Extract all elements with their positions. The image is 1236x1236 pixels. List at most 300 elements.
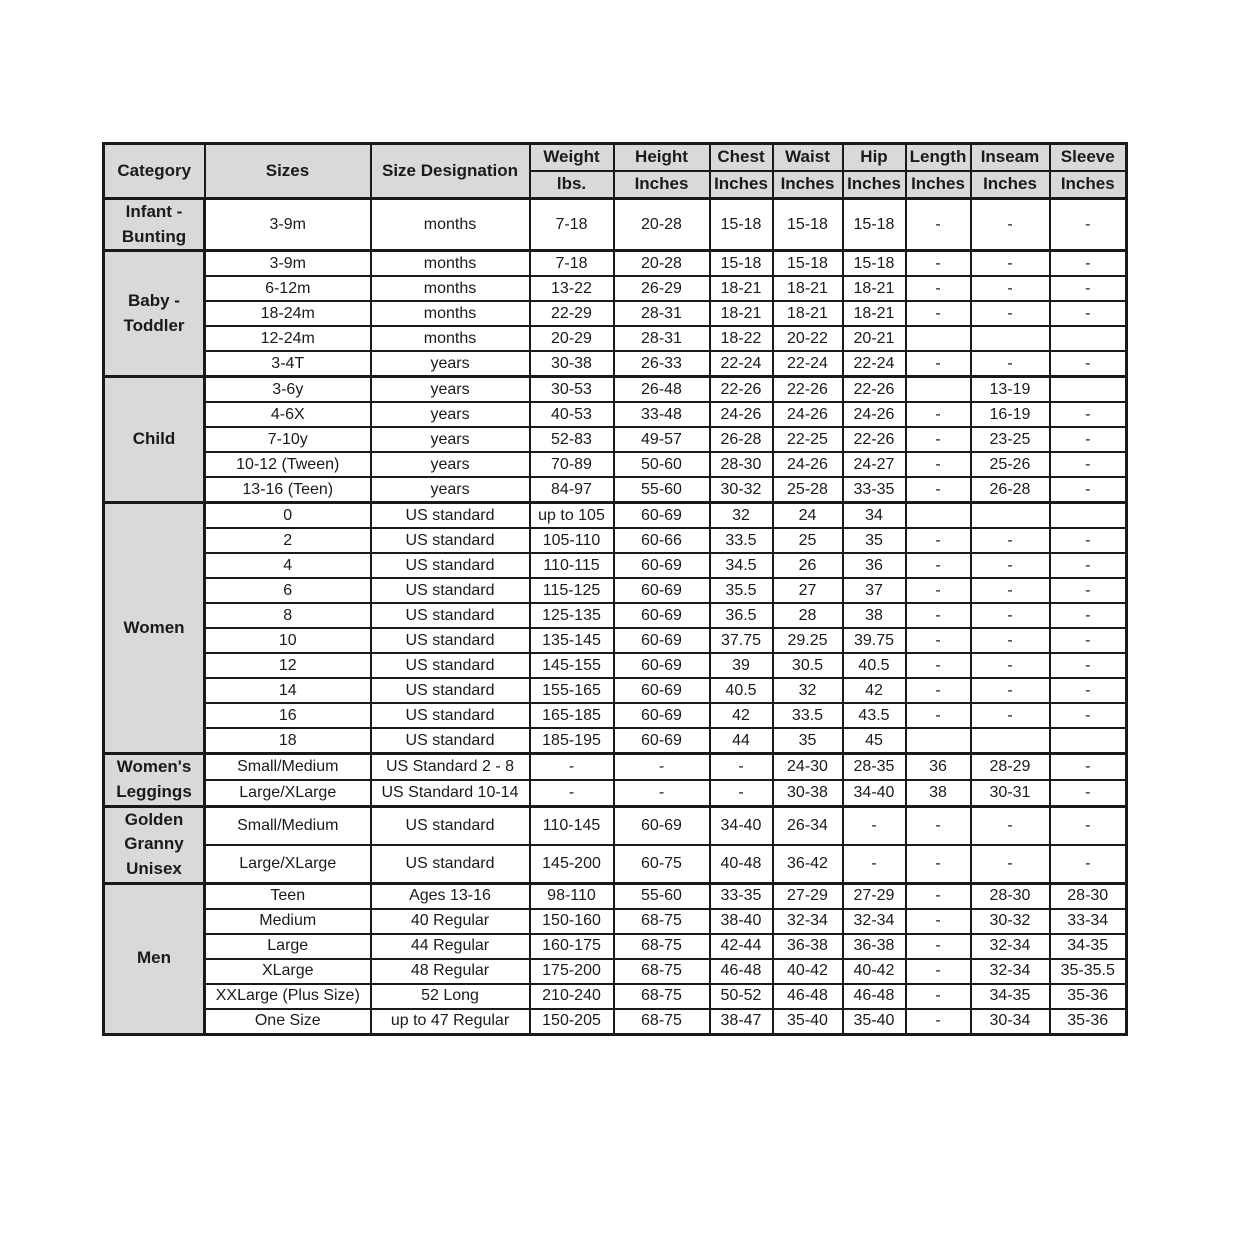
sleeve-cell <box>1050 377 1127 403</box>
length-cell: - <box>906 653 971 678</box>
size-cell: 6 <box>205 578 371 603</box>
length-cell: - <box>906 351 971 377</box>
waist-cell: 25 <box>773 528 843 553</box>
sleeve-cell: - <box>1050 199 1127 251</box>
inseam-cell: - <box>971 603 1050 628</box>
designation-cell: US standard <box>371 553 530 578</box>
designation-cell: US standard <box>371 806 530 845</box>
length-cell: - <box>906 984 971 1009</box>
category-cell: Men <box>104 883 205 1034</box>
waist-cell: 27 <box>773 578 843 603</box>
waist-cell: 22-25 <box>773 427 843 452</box>
sleeve-cell: - <box>1050 780 1127 806</box>
length-cell <box>906 326 971 351</box>
table-row <box>104 1009 1127 1035</box>
waist-cell: 24-26 <box>773 402 843 427</box>
height-cell: 49-57 <box>614 427 710 452</box>
inseam-cell: - <box>971 351 1050 377</box>
waist-cell: 30-38 <box>773 780 843 806</box>
table-row <box>104 754 1127 780</box>
sleeve-cell: - <box>1050 603 1127 628</box>
designation-cell: months <box>371 276 530 301</box>
length-cell: 38 <box>906 780 971 806</box>
designation-cell: US standard <box>371 678 530 703</box>
category-cell: Women <box>104 503 205 754</box>
hip-cell: 24-26 <box>843 402 906 427</box>
height-cell: 60-69 <box>614 628 710 653</box>
waist-cell: 24-26 <box>773 452 843 477</box>
designation-cell: US standard <box>371 603 530 628</box>
table-row <box>104 477 1127 503</box>
header-category: Category <box>104 144 205 199</box>
sleeve-cell: 33-34 <box>1050 909 1127 934</box>
size-cell: 8 <box>205 603 371 628</box>
weight-cell: 52-83 <box>530 427 614 452</box>
height-cell: 26-33 <box>614 351 710 377</box>
length-cell: - <box>906 276 971 301</box>
header-inseam-unit: Inches <box>971 171 1050 199</box>
height-cell: 60-69 <box>614 503 710 529</box>
table-row <box>104 984 1127 1009</box>
table-row <box>104 909 1127 934</box>
weight-cell: 30-38 <box>530 351 614 377</box>
designation-cell: months <box>371 199 530 251</box>
hip-cell: 32-34 <box>843 909 906 934</box>
table-row <box>104 780 1127 806</box>
sleeve-cell: 35-36 <box>1050 1009 1127 1035</box>
designation-cell: years <box>371 427 530 452</box>
hip-cell: 22-24 <box>843 351 906 377</box>
length-cell: - <box>906 528 971 553</box>
waist-cell: 40-42 <box>773 959 843 984</box>
table-row <box>104 276 1127 301</box>
weight-cell: - <box>530 780 614 806</box>
height-cell: 68-75 <box>614 934 710 959</box>
size-cell: 4 <box>205 553 371 578</box>
designation-cell: US standard <box>371 728 530 754</box>
hip-cell: 35 <box>843 528 906 553</box>
length-cell: - <box>906 1009 971 1035</box>
designation-cell: years <box>371 477 530 503</box>
sleeve-cell: - <box>1050 553 1127 578</box>
sleeve-cell: - <box>1050 351 1127 377</box>
chest-cell: 22-24 <box>710 351 773 377</box>
chest-cell: - <box>710 780 773 806</box>
size-cell: 3-9m <box>205 199 371 251</box>
hip-cell: - <box>843 806 906 845</box>
waist-cell: 28 <box>773 603 843 628</box>
waist-cell: 33.5 <box>773 703 843 728</box>
length-cell: 36 <box>906 754 971 780</box>
hip-cell: 18-21 <box>843 276 906 301</box>
chest-cell: 30-32 <box>710 477 773 503</box>
height-cell: 60-69 <box>614 806 710 845</box>
size-cell: Small/Medium <box>205 806 371 845</box>
hip-cell: 22-26 <box>843 377 906 403</box>
table-row <box>104 528 1127 553</box>
table-row <box>104 678 1127 703</box>
hip-cell: 42 <box>843 678 906 703</box>
waist-cell: 22-24 <box>773 351 843 377</box>
header-waist-unit: Inches <box>773 171 843 199</box>
waist-cell: 22-26 <box>773 377 843 403</box>
length-cell <box>906 728 971 754</box>
header-height-unit: Inches <box>614 171 710 199</box>
height-cell: 68-75 <box>614 1009 710 1035</box>
designation-cell: months <box>371 301 530 326</box>
sleeve-cell: - <box>1050 806 1127 845</box>
size-cell: 3-6y <box>205 377 371 403</box>
sleeve-cell: - <box>1050 678 1127 703</box>
hip-cell: 15-18 <box>843 251 906 277</box>
hip-cell: 15-18 <box>843 199 906 251</box>
hip-cell: 34-40 <box>843 780 906 806</box>
weight-cell: 22-29 <box>530 301 614 326</box>
hip-cell: 45 <box>843 728 906 754</box>
inseam-cell: - <box>971 806 1050 845</box>
size-cell: 10 <box>205 628 371 653</box>
size-cell: Large/XLarge <box>205 780 371 806</box>
inseam-cell: - <box>971 301 1050 326</box>
sleeve-cell: 35-35.5 <box>1050 959 1127 984</box>
hip-cell: 37 <box>843 578 906 603</box>
height-cell: 26-48 <box>614 377 710 403</box>
header-size-designation: Size Designation <box>371 144 530 199</box>
inseam-cell <box>971 728 1050 754</box>
hip-cell: 36 <box>843 553 906 578</box>
chest-cell: 44 <box>710 728 773 754</box>
header-weight: Weight <box>530 144 614 172</box>
weight-cell: - <box>530 754 614 780</box>
weight-cell: 40-53 <box>530 402 614 427</box>
size-cell: 2 <box>205 528 371 553</box>
inseam-cell: 34-35 <box>971 984 1050 1009</box>
table-row <box>104 503 1127 529</box>
table-row <box>104 703 1127 728</box>
height-cell: 20-28 <box>614 199 710 251</box>
size-cell: Large/XLarge <box>205 845 371 884</box>
weight-cell: 165-185 <box>530 703 614 728</box>
hip-cell: 22-26 <box>843 427 906 452</box>
weight-cell: 84-97 <box>530 477 614 503</box>
weight-cell: 145-200 <box>530 845 614 884</box>
chest-cell: 22-26 <box>710 377 773 403</box>
size-cell: 3-4T <box>205 351 371 377</box>
designation-cell: US standard <box>371 845 530 884</box>
table-row <box>104 806 1127 845</box>
sleeve-cell: - <box>1050 528 1127 553</box>
inseam-cell: - <box>971 653 1050 678</box>
inseam-cell: - <box>971 578 1050 603</box>
header-sleeve: Sleeve <box>1050 144 1127 172</box>
weight-cell: up to 105 <box>530 503 614 529</box>
chest-cell: 15-18 <box>710 199 773 251</box>
chest-cell: - <box>710 754 773 780</box>
waist-cell: 36-38 <box>773 934 843 959</box>
hip-cell: 24-27 <box>843 452 906 477</box>
header-waist: Waist <box>773 144 843 172</box>
designation-cell: 40 Regular <box>371 909 530 934</box>
height-cell: 50-60 <box>614 452 710 477</box>
weight-cell: 155-165 <box>530 678 614 703</box>
weight-cell: 210-240 <box>530 984 614 1009</box>
chest-cell: 33.5 <box>710 528 773 553</box>
inseam-cell: - <box>971 251 1050 277</box>
height-cell: 55-60 <box>614 883 710 909</box>
designation-cell: years <box>371 452 530 477</box>
category-cell: Golden Granny Unisex <box>104 806 205 883</box>
length-cell <box>906 377 971 403</box>
sleeve-cell: - <box>1050 653 1127 678</box>
inseam-cell: - <box>971 678 1050 703</box>
hip-cell: - <box>843 845 906 884</box>
height-cell: 20-28 <box>614 251 710 277</box>
inseam-cell: 30-34 <box>971 1009 1050 1035</box>
sleeve-cell: - <box>1050 754 1127 780</box>
inseam-cell: 32-34 <box>971 934 1050 959</box>
height-cell: 33-48 <box>614 402 710 427</box>
inseam-cell: 25-26 <box>971 452 1050 477</box>
waist-cell: 29.25 <box>773 628 843 653</box>
height-cell: 60-69 <box>614 603 710 628</box>
length-cell: - <box>906 199 971 251</box>
height-cell: 28-31 <box>614 326 710 351</box>
hip-cell: 35-40 <box>843 1009 906 1035</box>
weight-cell: 30-53 <box>530 377 614 403</box>
height-cell: 60-69 <box>614 703 710 728</box>
waist-cell: 18-21 <box>773 276 843 301</box>
waist-cell: 30.5 <box>773 653 843 678</box>
inseam-cell: - <box>971 553 1050 578</box>
size-cell: Medium <box>205 909 371 934</box>
size-cell: 7-10y <box>205 427 371 452</box>
chest-cell: 46-48 <box>710 959 773 984</box>
length-cell: - <box>906 678 971 703</box>
length-cell: - <box>906 703 971 728</box>
chest-cell: 34-40 <box>710 806 773 845</box>
waist-cell: 26-34 <box>773 806 843 845</box>
hip-cell: 18-21 <box>843 301 906 326</box>
weight-cell: 110-145 <box>530 806 614 845</box>
inseam-cell: - <box>971 528 1050 553</box>
designation-cell: US standard <box>371 653 530 678</box>
length-cell: - <box>906 909 971 934</box>
chest-cell: 34.5 <box>710 553 773 578</box>
weight-cell: 115-125 <box>530 578 614 603</box>
waist-cell: 25-28 <box>773 477 843 503</box>
height-cell: 60-75 <box>614 845 710 884</box>
length-cell: - <box>906 628 971 653</box>
waist-cell: 35-40 <box>773 1009 843 1035</box>
height-cell: 26-29 <box>614 276 710 301</box>
table-body <box>104 199 1127 1035</box>
hip-cell: 43.5 <box>843 703 906 728</box>
table-row <box>104 402 1127 427</box>
chest-cell: 18-22 <box>710 326 773 351</box>
inseam-cell: 26-28 <box>971 477 1050 503</box>
header-hip-unit: Inches <box>843 171 906 199</box>
weight-cell: 7-18 <box>530 199 614 251</box>
designation-cell: years <box>371 402 530 427</box>
hip-cell: 27-29 <box>843 883 906 909</box>
inseam-cell: - <box>971 628 1050 653</box>
weight-cell: 105-110 <box>530 528 614 553</box>
length-cell: - <box>906 883 971 909</box>
designation-cell: Ages 13-16 <box>371 883 530 909</box>
weight-cell: 150-160 <box>530 909 614 934</box>
inseam-cell: 28-29 <box>971 754 1050 780</box>
length-cell: - <box>906 402 971 427</box>
height-cell: 60-69 <box>614 678 710 703</box>
inseam-cell: - <box>971 703 1050 728</box>
length-cell: - <box>906 477 971 503</box>
table-row <box>104 959 1127 984</box>
size-cell: XLarge <box>205 959 371 984</box>
chest-cell: 18-21 <box>710 301 773 326</box>
waist-cell: 27-29 <box>773 883 843 909</box>
height-cell: - <box>614 780 710 806</box>
inseam-cell <box>971 503 1050 529</box>
inseam-cell <box>971 326 1050 351</box>
inseam-cell: 30-32 <box>971 909 1050 934</box>
size-cell: 0 <box>205 503 371 529</box>
sleeve-cell <box>1050 326 1127 351</box>
length-cell: - <box>906 301 971 326</box>
designation-cell: months <box>371 326 530 351</box>
length-cell: - <box>906 427 971 452</box>
size-cell: 14 <box>205 678 371 703</box>
waist-cell: 24-30 <box>773 754 843 780</box>
size-cell: 10-12 (Tween) <box>205 452 371 477</box>
sleeve-cell: - <box>1050 477 1127 503</box>
table-row <box>104 578 1127 603</box>
table-row <box>104 377 1127 403</box>
table-row <box>104 883 1127 909</box>
height-cell: 68-75 <box>614 984 710 1009</box>
designation-cell: years <box>371 377 530 403</box>
waist-cell: 26 <box>773 553 843 578</box>
table-row <box>104 553 1127 578</box>
height-cell: 55-60 <box>614 477 710 503</box>
chest-cell: 50-52 <box>710 984 773 1009</box>
table-row <box>104 199 1127 251</box>
chest-cell: 40.5 <box>710 678 773 703</box>
chest-cell: 36.5 <box>710 603 773 628</box>
size-cell: 4-6X <box>205 402 371 427</box>
table-row <box>104 351 1127 377</box>
size-cell: Teen <box>205 883 371 909</box>
inseam-cell: 32-34 <box>971 959 1050 984</box>
sleeve-cell: - <box>1050 578 1127 603</box>
hip-cell: 40.5 <box>843 653 906 678</box>
designation-cell: US standard <box>371 703 530 728</box>
sleeve-cell: - <box>1050 703 1127 728</box>
height-cell: 60-69 <box>614 653 710 678</box>
hip-cell: 40-42 <box>843 959 906 984</box>
waist-cell: 20-22 <box>773 326 843 351</box>
table-row <box>104 653 1127 678</box>
category-cell: Women's Leggings <box>104 754 205 806</box>
header-sleeve-unit: Inches <box>1050 171 1127 199</box>
length-cell: - <box>906 934 971 959</box>
waist-cell: 35 <box>773 728 843 754</box>
hip-cell: 46-48 <box>843 984 906 1009</box>
weight-cell: 185-195 <box>530 728 614 754</box>
chest-cell: 42-44 <box>710 934 773 959</box>
table-row <box>104 326 1127 351</box>
size-cell: 18 <box>205 728 371 754</box>
designation-cell: 48 Regular <box>371 959 530 984</box>
inseam-cell: - <box>971 276 1050 301</box>
chest-cell: 28-30 <box>710 452 773 477</box>
inseam-cell: - <box>971 199 1050 251</box>
waist-cell: 32-34 <box>773 909 843 934</box>
chest-cell: 40-48 <box>710 845 773 884</box>
table-row <box>104 628 1127 653</box>
inseam-cell: 30-31 <box>971 780 1050 806</box>
designation-cell: 52 Long <box>371 984 530 1009</box>
sleeve-cell: 28-30 <box>1050 883 1127 909</box>
length-cell: - <box>906 959 971 984</box>
sleeve-cell: 35-36 <box>1050 984 1127 1009</box>
designation-cell: years <box>371 351 530 377</box>
height-cell: 60-69 <box>614 553 710 578</box>
inseam-cell: 23-25 <box>971 427 1050 452</box>
sleeve-cell: - <box>1050 402 1127 427</box>
waist-cell: 36-42 <box>773 845 843 884</box>
weight-cell: 175-200 <box>530 959 614 984</box>
hip-cell: 36-38 <box>843 934 906 959</box>
designation-cell: US Standard 10-14 <box>371 780 530 806</box>
length-cell <box>906 503 971 529</box>
table-row <box>104 934 1127 959</box>
header-weight-unit: lbs. <box>530 171 614 199</box>
sleeve-cell: - <box>1050 276 1127 301</box>
size-cell: 13-16 (Teen) <box>205 477 371 503</box>
inseam-cell: 16-19 <box>971 402 1050 427</box>
sleeve-cell: - <box>1050 628 1127 653</box>
designation-cell: 44 Regular <box>371 934 530 959</box>
length-cell: - <box>906 845 971 884</box>
height-cell: 60-69 <box>614 728 710 754</box>
designation-cell: US standard <box>371 578 530 603</box>
hip-cell: 34 <box>843 503 906 529</box>
weight-cell: 160-175 <box>530 934 614 959</box>
length-cell: - <box>906 806 971 845</box>
height-cell: 68-75 <box>614 909 710 934</box>
hip-cell: 20-21 <box>843 326 906 351</box>
sleeve-cell: - <box>1050 452 1127 477</box>
length-cell: - <box>906 603 971 628</box>
header-sizes: Sizes <box>205 144 371 199</box>
size-cell: 12-24m <box>205 326 371 351</box>
inseam-cell: 28-30 <box>971 883 1050 909</box>
sleeve-cell: - <box>1050 251 1127 277</box>
header-height: Height <box>614 144 710 172</box>
weight-cell: 135-145 <box>530 628 614 653</box>
weight-cell: 145-155 <box>530 653 614 678</box>
height-cell: 28-31 <box>614 301 710 326</box>
size-cell: One Size <box>205 1009 371 1035</box>
header-hip: Hip <box>843 144 906 172</box>
designation-cell: US standard <box>371 503 530 529</box>
height-cell: 60-66 <box>614 528 710 553</box>
size-cell: 3-9m <box>205 251 371 277</box>
hip-cell: 39.75 <box>843 628 906 653</box>
waist-cell: 18-21 <box>773 301 843 326</box>
inseam-cell: 13-19 <box>971 377 1050 403</box>
hip-cell: 38 <box>843 603 906 628</box>
